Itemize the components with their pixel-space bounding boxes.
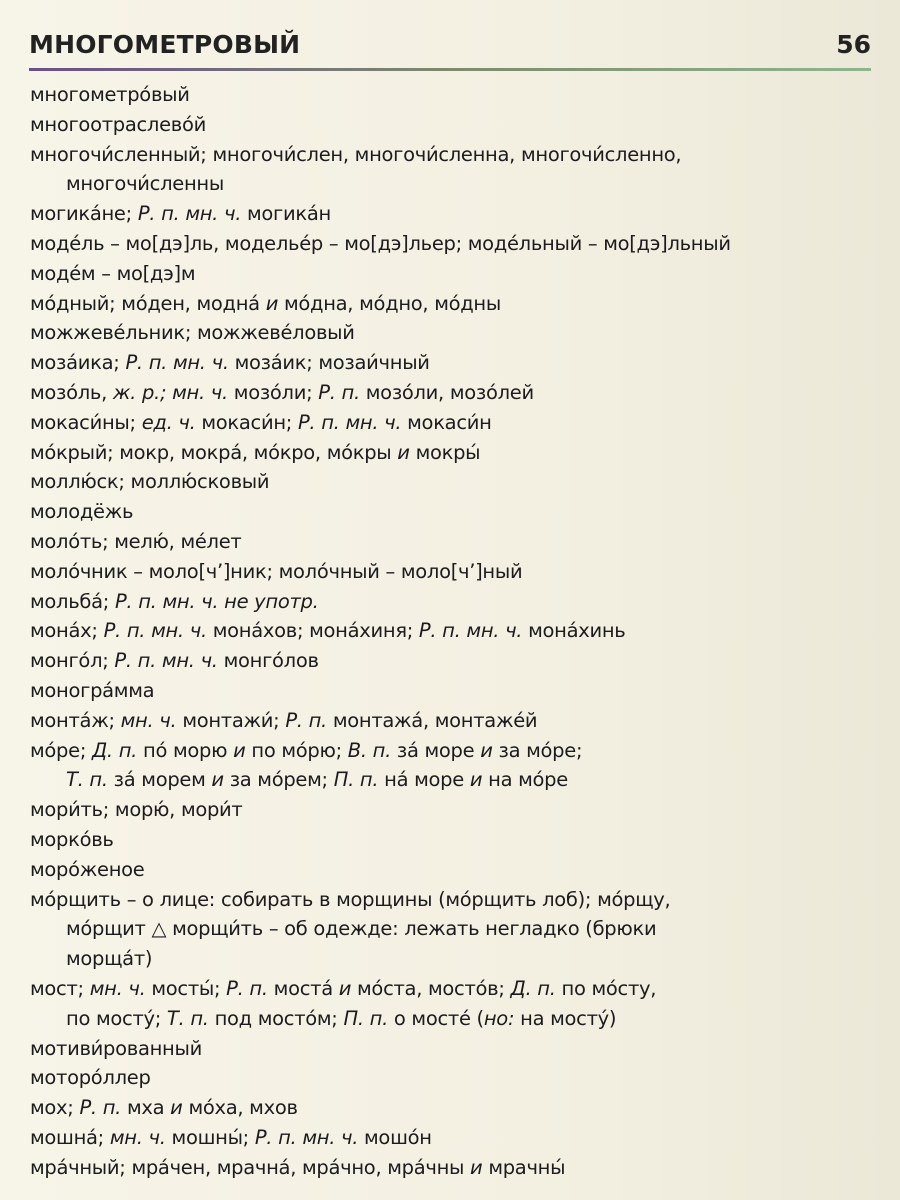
grammar-note: Р. п. мн. ч. — [137, 202, 242, 226]
dictionary-entry — [30, 80, 875, 110]
grammar-note: и — [397, 440, 410, 464]
entry-text: на мосту́) — [514, 1006, 617, 1030]
entry-text: морща́т) — [66, 947, 153, 971]
grammar-note: и — [211, 768, 224, 792]
dictionary-entry — [30, 736, 875, 796]
dictionary-entry — [30, 676, 875, 706]
entry-line — [30, 646, 875, 676]
dictionary-entry — [30, 557, 875, 587]
grammar-note: Т. п. — [166, 1006, 209, 1030]
entry-continuation-line — [30, 1004, 875, 1034]
entry-text: за мо́рем; — [223, 768, 334, 792]
grammar-note: Р. п. мн. ч. — [418, 619, 523, 643]
grammar-note: и — [470, 1155, 483, 1179]
entry-line — [30, 706, 875, 736]
entry-line — [30, 1123, 875, 1153]
entry-text: моло́чник – моло[ч’]ник; моло́чный – моло[ч’]ный — [30, 559, 523, 583]
entry-continuation-line — [30, 765, 875, 795]
dictionary-entry — [30, 974, 875, 1034]
grammar-note: мн. ч. — [109, 1125, 166, 1149]
entry-text: мона́х; — [30, 619, 104, 643]
dictionary-entry — [30, 885, 875, 974]
entry-text: мрачны́ — [482, 1155, 566, 1179]
grammar-note: мн. ч. — [120, 708, 177, 732]
entry-text: мо́крый; мокр, мокра́, мо́кро, мо́кры — [30, 440, 398, 464]
grammar-note: но: — [483, 1006, 515, 1030]
dictionary-entry — [30, 1093, 875, 1123]
grammar-note: Д. п. — [510, 976, 556, 1000]
entry-text: мост; — [30, 976, 90, 1000]
grammar-note: ж. р.; мн. ч. — [112, 380, 228, 404]
entry-text: морко́вь — [30, 827, 114, 851]
entry-text: мосты́; — [145, 976, 227, 1000]
dictionary-entry — [30, 616, 875, 646]
grammar-note: и — [338, 976, 352, 1000]
dictionary-entry — [30, 378, 875, 408]
entry-line — [30, 527, 875, 557]
dictionary-entry — [30, 199, 875, 229]
running-head-title: МНОГОМЕТРОВЫЙ — [29, 30, 301, 59]
entry-text: могика́не; — [30, 202, 138, 226]
entry-line — [30, 1093, 875, 1123]
entry-text: по мо́рю; — [245, 738, 348, 762]
entry-text: монтажи́; — [176, 708, 286, 732]
dictionary-entry — [30, 467, 875, 497]
dictionary-entry — [30, 318, 875, 348]
dictionary-entry — [30, 1123, 875, 1153]
page-header — [29, 28, 871, 68]
entry-list — [30, 80, 875, 1182]
grammar-note: В. п. — [347, 738, 391, 762]
grammar-note: мн. ч. — [89, 976, 146, 1000]
dictionary-entry — [30, 1063, 875, 1093]
entry-text: многочи́сленны — [66, 172, 224, 196]
entry-text: моста́ — [267, 976, 339, 1000]
page-number: 56 — [836, 30, 871, 59]
dictionary-entry — [30, 408, 875, 438]
entry-text: мо́рщит △ морщи́ть – об одежде: лежать негладко (брюки — [66, 917, 657, 941]
grammar-note: Р. п. мн. ч. — [125, 351, 229, 375]
grammar-note: и — [480, 738, 493, 762]
entry-line — [30, 557, 875, 587]
entry-text: мо́рщить – о лице: собирать в морщины (мо́рщить лоб); мо́рщу, — [30, 887, 671, 911]
entry-continuation-line — [30, 169, 875, 199]
entry-text: мольба́; — [30, 589, 115, 613]
entry-text: моллю́ск; моллю́сковый — [30, 470, 270, 494]
entry-line — [30, 378, 875, 408]
dictionary-entry — [30, 1153, 875, 1183]
entry-text: мха — [121, 1096, 171, 1120]
entry-text: мо́дный; мо́ден, модна́ — [30, 291, 266, 315]
entry-line — [30, 199, 875, 229]
entry-text: мокры́ — [409, 440, 481, 464]
grammar-note: Р. п. мн. ч. — [103, 619, 207, 643]
dictionary-entry — [30, 438, 875, 468]
entry-line — [30, 1034, 875, 1064]
entry-text: мона́хинь — [522, 619, 626, 643]
entry-text: моро́женое — [30, 857, 145, 881]
grammar-note: и — [469, 768, 483, 792]
entry-line — [30, 110, 875, 140]
entry-line — [30, 795, 875, 825]
entry-text: монго́л; — [30, 649, 115, 673]
entry-text: мозо́ли; — [227, 380, 319, 404]
entry-text: мо́ста, мосто́в; — [351, 976, 511, 1000]
dictionary-entry — [30, 110, 875, 140]
grammar-note: Р. п. — [318, 380, 360, 404]
entry-continuation-line — [30, 914, 875, 944]
entry-text: мотоpо́ллер — [30, 1066, 151, 1090]
grammar-note: Р. п. — [79, 1096, 122, 1120]
dictionary-entry — [30, 706, 875, 736]
entry-text: моногра́мма — [30, 678, 155, 702]
entry-text: моло́ть; мелю́, ме́лет — [30, 529, 242, 553]
entry-continuation-line — [30, 944, 875, 974]
entry-line — [30, 676, 875, 706]
grammar-note: и — [233, 738, 246, 762]
entry-text: за́ море — [391, 738, 481, 762]
dictionary-entry — [30, 587, 875, 617]
entry-line — [30, 616, 875, 646]
entry-text: мозо́ли, мозо́лей — [359, 380, 534, 404]
dictionary-entry — [30, 289, 875, 319]
entry-text: мозо́ль, — [30, 380, 113, 404]
entry-text: на́ море — [378, 768, 470, 792]
entry-text: монта́ж; — [30, 708, 121, 732]
entry-line — [30, 974, 875, 1004]
entry-line — [30, 467, 875, 497]
entry-line — [30, 80, 875, 110]
entry-line — [30, 1153, 875, 1183]
dictionary-entry — [30, 795, 875, 825]
entry-line — [30, 1063, 875, 1093]
entry-text: мошны́; — [165, 1125, 255, 1149]
grammar-note: Р. п. мн. ч. — [297, 410, 402, 434]
grammar-note: Д. п. — [92, 738, 138, 762]
entry-text: мо́ре; — [30, 738, 92, 762]
entry-line — [30, 289, 875, 319]
entry-line — [30, 438, 875, 468]
entry-text: монтажа́, монтаже́й — [326, 708, 538, 732]
entry-text: по́ морю — [137, 738, 234, 762]
grammar-note: П. п. — [343, 1006, 388, 1030]
entry-text: мошна́; — [30, 1125, 110, 1149]
entry-text: можжеве́льник; можжеве́ловый — [30, 321, 355, 345]
entry-line — [30, 348, 875, 378]
dictionary-entry — [30, 140, 875, 200]
entry-text: за мо́ре; — [492, 738, 583, 762]
grammar-note: Р. п. — [226, 976, 268, 1000]
entry-text: молодёжь — [30, 500, 134, 524]
dictionary-entry — [30, 497, 875, 527]
entry-line — [30, 497, 875, 527]
entry-line — [30, 140, 875, 170]
entry-text: мошо́н — [358, 1125, 432, 1149]
dictionary-entry — [30, 348, 875, 378]
dictionary-entry — [30, 1034, 875, 1064]
entry-text: мона́хов; мона́хиня; — [206, 619, 419, 643]
grammar-note: Р. п. — [285, 708, 327, 732]
entry-text: мо́дна, мо́дно, мо́дны — [278, 291, 501, 315]
entry-line — [30, 885, 875, 915]
entry-text: моза́ик; мозаи́чный — [228, 351, 430, 375]
dictionary-entry — [30, 646, 875, 676]
entry-text: мотиви́рованный — [30, 1036, 202, 1060]
entry-text: мра́чный; мра́чен, мрачна́, мра́чно, мра́чны — [30, 1155, 471, 1179]
entry-line — [30, 229, 875, 259]
grammar-note: ед. ч. — [141, 410, 196, 434]
grammar-note: Р. п. мн. ч. — [254, 1125, 359, 1149]
grammar-note: П. п. — [333, 768, 379, 792]
entry-text: по мосту́; — [66, 1006, 167, 1030]
dictionary-entry — [30, 229, 875, 259]
entry-text: моза́ика; — [30, 351, 126, 375]
entry-text: мокаси́н; — [195, 410, 298, 434]
entry-text: моде́м – мо[дэ]м — [30, 261, 196, 285]
entry-line — [30, 318, 875, 348]
entry-text: о мосте́ ( — [388, 1006, 484, 1030]
entry-line — [30, 587, 875, 617]
entry-text: мокаси́ны; — [30, 410, 142, 434]
header-divider — [29, 68, 871, 71]
entry-text: моде́ль – мо[дэ]ль, моделье́р – мо[дэ]льер; моде́льный – мо[дэ]льный — [30, 231, 731, 255]
entry-text: монго́лов — [217, 649, 319, 673]
entry-text: мох; — [30, 1096, 80, 1120]
entry-line — [30, 408, 875, 438]
entry-text: могика́н — [241, 202, 331, 226]
entry-text: на мо́ре — [482, 768, 568, 792]
dictionary-entry — [30, 527, 875, 557]
entry-text: мокаси́н — [401, 410, 492, 434]
grammar-note: и — [170, 1096, 183, 1120]
entry-line — [30, 736, 875, 766]
entry-text: многочи́сленный; многочи́слен, многочи́сленна, многочи́сленно, — [30, 142, 682, 166]
entry-text: многоотраслево́й — [30, 112, 206, 136]
grammar-note: Р. п. мн. ч. не употр. — [114, 589, 319, 613]
dictionary-entry — [30, 259, 875, 289]
grammar-note: Р. п. мн. ч. — [114, 649, 218, 673]
entry-text: мори́ть; морю́, мори́т — [30, 798, 243, 822]
entry-line — [30, 825, 875, 855]
dictionary-entry — [30, 855, 875, 885]
entry-text: мо́ха, мхов — [182, 1096, 298, 1120]
dictionary-entry — [30, 825, 875, 855]
grammar-note: Т. п. — [66, 768, 108, 792]
grammar-note: и — [265, 291, 279, 315]
entry-text: многометро́вый — [30, 83, 190, 106]
entry-text: по мо́сту, — [555, 976, 657, 1000]
entry-text: под мосто́м; — [208, 1006, 344, 1030]
entry-line — [30, 855, 875, 885]
entry-line — [30, 259, 875, 289]
entry-text: за́ морем — [107, 768, 212, 792]
